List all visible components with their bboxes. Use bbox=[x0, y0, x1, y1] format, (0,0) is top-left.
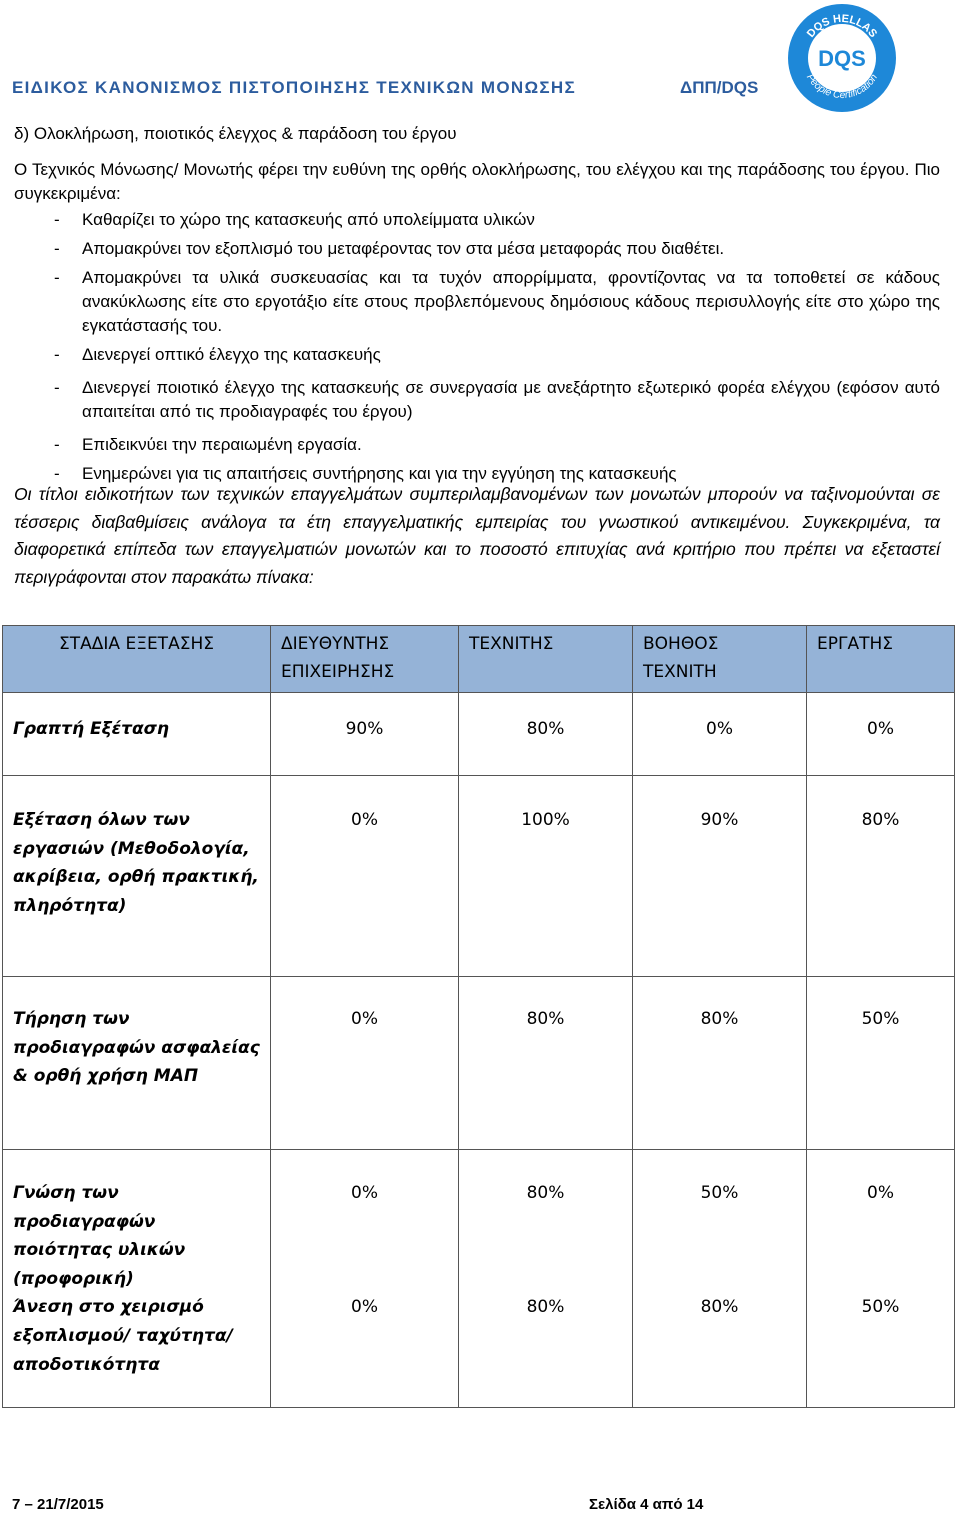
cell-value: 80% bbox=[633, 977, 807, 1150]
cell-value: 50% bbox=[807, 977, 955, 1150]
list-item: - Επιδεικνύει την περαιωμένη εργασία. bbox=[54, 433, 940, 457]
cell-value: 0% bbox=[633, 693, 807, 776]
header-exam-stages: ΣΤΑΔΙΑ ΕΞΕΤΑΣΗΣ bbox=[3, 626, 271, 693]
row-label bbox=[3, 1150, 271, 1408]
section-title: δ) Ολοκλήρωση, ποιοτικός έλεγχος & παράδοση του έργου bbox=[14, 124, 457, 143]
footer-page-number: Σελίδα 4 από 14 bbox=[589, 1496, 704, 1513]
header-technician: ΤΕΧΝΙΤΗΣ bbox=[459, 626, 633, 693]
list-item: - Διενεργεί οπτικό έλεγχο της κατασκευής bbox=[54, 343, 940, 367]
cell-value: 0% 50% bbox=[807, 1150, 955, 1408]
cell-value: 90% bbox=[271, 693, 459, 776]
logo-top-text: DQS HELLAS bbox=[804, 12, 880, 40]
cell-value: 80% bbox=[807, 776, 955, 977]
cell-value: 0% 0% bbox=[271, 1150, 459, 1408]
row-label-knowledge: Γνώση των προδιαγραφών ποιότητας υλικών (προφορική) bbox=[13, 1183, 186, 1289]
document-title: ΕΙΔΙΚΟΣ ΚΑΝΟΝΙΣΜΟΣ ΠΙΣΤΟΠΟΙΗΣΗΣ ΤΕΧΝΙΚΩΝ ΜΟΝΩΣΗΣ bbox=[12, 78, 576, 97]
row-label: Τήρηση των προδιαγραφών ασφαλείας & ορθή χρήση ΜΑΠ bbox=[3, 977, 271, 1150]
levels-description: Οι τίτλοι ειδικοτήτων των τεχνικών επαγγελμάτων συμπεριλαμβανομένων των μονωτών μπορούν να ταξινομούνται σε τέσσερις διαβαθμίσεις ανάλογα τα έτη επαγγελματικής εμπειρίας του γνωστικού αντικειμένου. Συγκεκριμένα, τα διαφορετικά επίπεδα των επαγγελματιών μονωτών και το ποσοστό επιτυχίας ανά κριτήριο που πρέπει να εξεταστεί περιγράφονται στον παρακάτω πίνακα: bbox=[14, 484, 940, 587]
list-item: - Απομακρύνει τον εξοπλισμό του μεταφέροντας τον στα μέσα μεταφοράς που διαθέτει. bbox=[54, 237, 940, 261]
cell-value: 0% bbox=[271, 776, 459, 977]
header-worker: ΕΡΓΑΤΗΣ bbox=[807, 626, 955, 693]
table-row bbox=[3, 776, 955, 977]
row-label: Εξέταση όλων των εργασιών (Μεθοδολογία, ακρίβεια, ορθή πρακτική, πληρότητα) bbox=[3, 776, 271, 977]
logo-bottom-text: People Certification bbox=[803, 72, 881, 102]
list-item: - Καθαρίζει το χώρο της κατασκευής από υπολείμματα υλικών bbox=[54, 208, 940, 232]
table-row bbox=[3, 977, 955, 1150]
dqs-hellas-logo bbox=[786, 2, 898, 114]
list-item: - Διενεργεί ποιοτικό έλεγχο της κατασκευής σε συνεργασία με ανεξάρτητο εξωτερικό φορέα ελέγχου (εφόσον αυτό απαιτείται από τις προδιαγραφές του έργου) bbox=[54, 376, 940, 424]
footer-version-date: 7 – 21/7/2015 bbox=[12, 1496, 104, 1513]
cell-value: 90% bbox=[633, 776, 807, 977]
header-technician-assistant: ΒΟΗΘΟΣ ΤΕΧΝΙΤΗ bbox=[633, 626, 807, 693]
list-item: - Απομακρύνει τα υλικά συσκευασίας και τα τυχόν απορρίμματα, φροντίζοντας να τα τοποθετεί σε κάδους ανακύκλωσης είτε στο εργοτάξιο είτε στους προβλεπόμενους δημόσιους κάδους περισυλλογής είτε στο χώρο της εγκατάστασής του. bbox=[54, 266, 940, 338]
row-label-equipment: Άνεση στο χειρισμό εξοπλισμού/ ταχύτητα/αποδοτικότητα bbox=[13, 1297, 233, 1375]
logo-center-text: DQS bbox=[818, 46, 866, 71]
cell-value: 0% bbox=[271, 977, 459, 1150]
cell-value: 80% 80% bbox=[459, 1150, 633, 1408]
list-item: - Ενημερώνει για τις απαιτήσεις συντήρησης και για την εγγύηση της κατασκευής bbox=[54, 462, 940, 486]
cell-value: 100% bbox=[459, 776, 633, 977]
header-business-manager: ΔΙΕΥΘΥΝΤΗΣ ΕΠΙΧΕΙΡΗΣΗΣ bbox=[271, 626, 459, 693]
intro-paragraph: Ο Τεχνικός Μόνωσης/ Μονωτής φέρει την ευθύνη της ορθής ολοκλήρωσης, του ελέγχου και της παράδοσης του έργου. Πιο συγκεκριμένα: bbox=[14, 160, 940, 203]
table-row bbox=[3, 1150, 955, 1408]
row-label: Γραπτή Εξέταση bbox=[3, 693, 271, 776]
task-list bbox=[54, 208, 940, 486]
document-code: ΔΠΠ/DQS bbox=[680, 78, 759, 97]
cell-value: 50% 80% bbox=[633, 1150, 807, 1408]
cell-value: 0% bbox=[807, 693, 955, 776]
table-row bbox=[3, 693, 955, 776]
cell-value: 80% bbox=[459, 977, 633, 1150]
table-header-row bbox=[3, 626, 955, 693]
exam-criteria-table bbox=[2, 625, 955, 1408]
cell-value: 80% bbox=[459, 693, 633, 776]
